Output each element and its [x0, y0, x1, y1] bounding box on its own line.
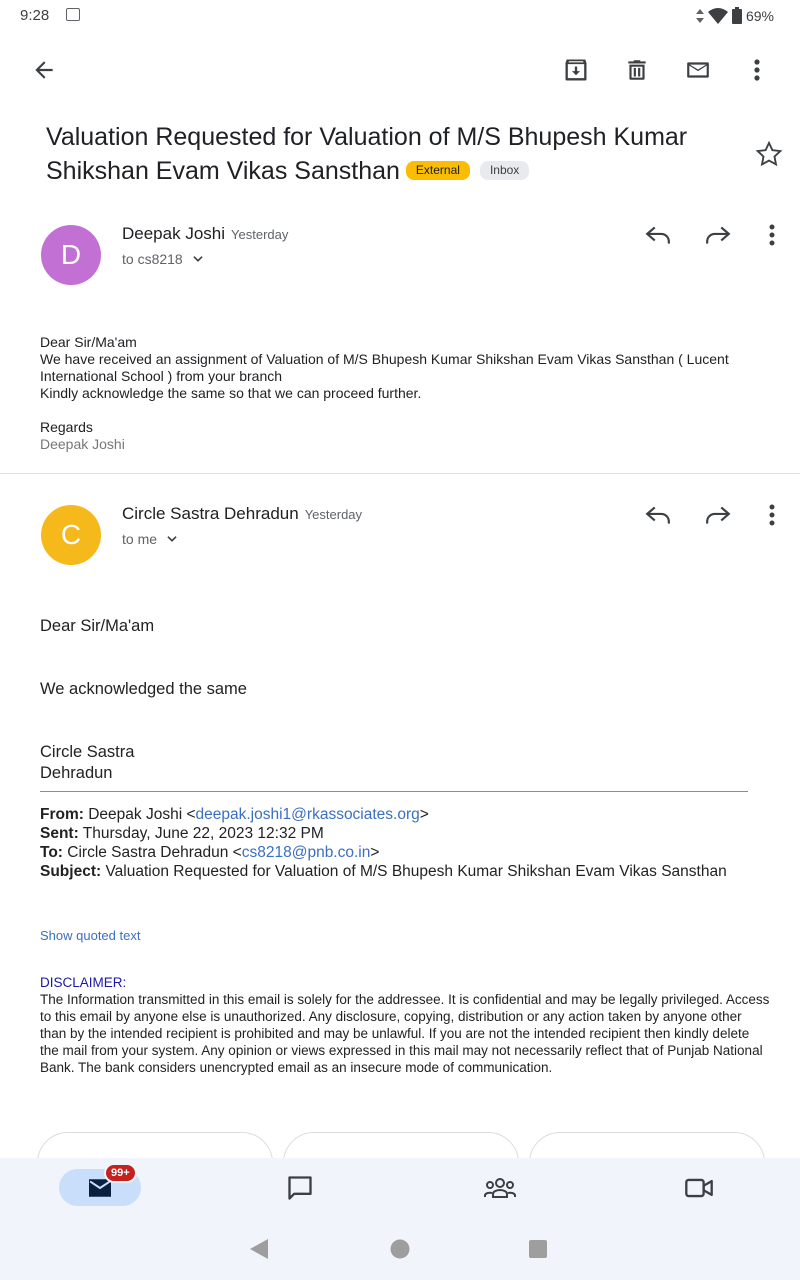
circle-home-icon — [390, 1239, 410, 1259]
body-signature — [40, 742, 780, 784]
message-more-button[interactable] — [752, 215, 792, 255]
inbox-label[interactable]: Inbox — [480, 161, 529, 180]
back-button[interactable] — [24, 50, 64, 90]
signature-line: Circle Sastra — [40, 743, 135, 761]
message-body — [40, 334, 760, 453]
body-request: Kindly acknowledge the same so that we can proceed further. — [40, 385, 422, 401]
message-divider — [0, 473, 800, 474]
archive-button[interactable] — [556, 50, 596, 90]
wifi-icon — [708, 8, 728, 24]
recipient-toggle[interactable] — [122, 531, 179, 547]
sender-name: Circle Sastra Dehradun — [122, 504, 299, 523]
forward-button[interactable] — [698, 495, 738, 535]
disclaimer-title: DISCLAIMER: — [40, 975, 127, 990]
body-paragraph: We have received an assignment of Valuation of M/S Bhupesh Kumar Shikshan Evam Vikas Sansthan ( Lucent International School ) from your branch — [40, 351, 729, 384]
body-greeting: Dear Sir/Ma'am — [40, 617, 155, 635]
forward-icon — [705, 504, 731, 526]
to-email-link[interactable]: cs8218@pnb.co.in — [241, 844, 371, 861]
sender-line — [122, 504, 362, 524]
recipient-text: to cs8218 — [122, 251, 183, 267]
email-subject — [46, 120, 736, 188]
system-recents-button[interactable] — [522, 1233, 554, 1265]
body-regards: Regards — [40, 419, 93, 435]
reply-button[interactable] — [638, 215, 678, 255]
quoted-header — [40, 805, 785, 881]
square-recents-icon — [528, 1239, 548, 1259]
nav-chat-tab[interactable] — [280, 1170, 320, 1206]
arrow-back-icon — [31, 57, 57, 83]
chevron-down-icon — [191, 252, 205, 266]
sender-name: Deepak Joshi — [122, 224, 226, 243]
nav-spaces-tab[interactable] — [480, 1170, 520, 1206]
data-arrows-icon — [696, 9, 704, 23]
triangle-back-icon — [248, 1237, 270, 1261]
external-label: External — [406, 161, 470, 180]
star-icon — [755, 140, 783, 168]
body-acknowledgement: We acknowledged the same — [40, 680, 247, 698]
battery-percent: 69% — [745, 7, 774, 24]
message-time: Yesterday — [231, 227, 289, 242]
group-icon — [484, 1175, 516, 1201]
quoted-from: From: Deepak Joshi <deepak.joshi1@rkassociates.org> — [40, 806, 429, 823]
reply-icon — [645, 504, 671, 526]
image-notification-icon — [66, 8, 80, 21]
sender-line — [122, 224, 288, 244]
disclaimer-text: The Information transmitted in this email is solely for the addressee. It is confidential and may be legally privileged. Access to this email by anyone else is unauthorized. Any disclosure, copying, distribution or any action taken by anyone other than by the intended recipient is prohibited and may be unlawful. If you are not the intended recipient then kindly delete the mail from your system. Any opinion or views expressed in this mail may not necessarily reflect that of Punjab National Bank. The bank considers unencrypted email as an insecure mode of communication. — [40, 992, 770, 1075]
body-greeting: Dear Sir/Ma'am — [40, 334, 137, 350]
status-time: 9:28 — [20, 7, 50, 24]
sender-avatar[interactable] — [41, 225, 101, 285]
more-vert-icon — [769, 224, 775, 246]
star-button[interactable] — [750, 135, 788, 173]
quoted-subject: Subject: Valuation Requested for Valuation of M/S Bhupesh Kumar Shikshan Evam Vikas Sansthan — [40, 863, 727, 880]
subject-title: Valuation Requested for Valuation of M/S Bhupesh Kumar Shikshan Evam Vikas Sansthan — [46, 123, 688, 185]
system-home-button[interactable] — [384, 1233, 416, 1265]
body-signature: Deepak Joshi — [40, 436, 125, 452]
show-quoted-text-link[interactable]: Show quoted text — [40, 928, 141, 943]
mail-count-badge: 99+ — [104, 1163, 137, 1183]
message-more-button[interactable] — [752, 495, 792, 535]
mark-unread-button[interactable] — [678, 50, 718, 90]
avatar-letter: C — [60, 519, 82, 550]
message-time: Yesterday — [304, 507, 363, 522]
quote-separator — [40, 791, 748, 792]
battery-icon — [732, 7, 742, 24]
forward-icon — [705, 224, 731, 246]
more-vert-icon — [769, 504, 775, 526]
system-back-button[interactable] — [243, 1233, 275, 1265]
reply-button[interactable] — [638, 495, 678, 535]
status-indicators — [696, 7, 774, 24]
quoted-sent: Sent: Thursday, June 22, 2023 12:32 PM — [40, 825, 324, 842]
forward-button[interactable] — [698, 215, 738, 255]
chat-icon — [286, 1174, 314, 1202]
archive-icon — [562, 56, 590, 84]
recipient-toggle[interactable] — [122, 251, 205, 267]
delete-button[interactable] — [617, 50, 657, 90]
mail-icon — [684, 57, 712, 83]
signature-line: Dehradun — [40, 764, 113, 782]
more-vert-icon — [754, 59, 760, 81]
disclaimer — [40, 974, 770, 1076]
trash-icon — [624, 57, 650, 83]
from-email-link[interactable]: deepak.joshi1@rkassociates.org — [195, 806, 420, 823]
status-bar — [0, 0, 800, 32]
video-camera-icon — [684, 1176, 714, 1200]
avatar-letter: D — [60, 239, 82, 270]
recipient-text: to me — [122, 531, 158, 547]
reply-icon — [645, 224, 671, 246]
more-options-button[interactable] — [737, 50, 777, 90]
chevron-down-icon — [165, 532, 179, 546]
quoted-to: To: Circle Sastra Dehradun <cs8218@pnb.co.in> — [40, 844, 380, 861]
sender-avatar[interactable] — [41, 505, 101, 565]
nav-meet-tab[interactable] — [679, 1170, 719, 1206]
